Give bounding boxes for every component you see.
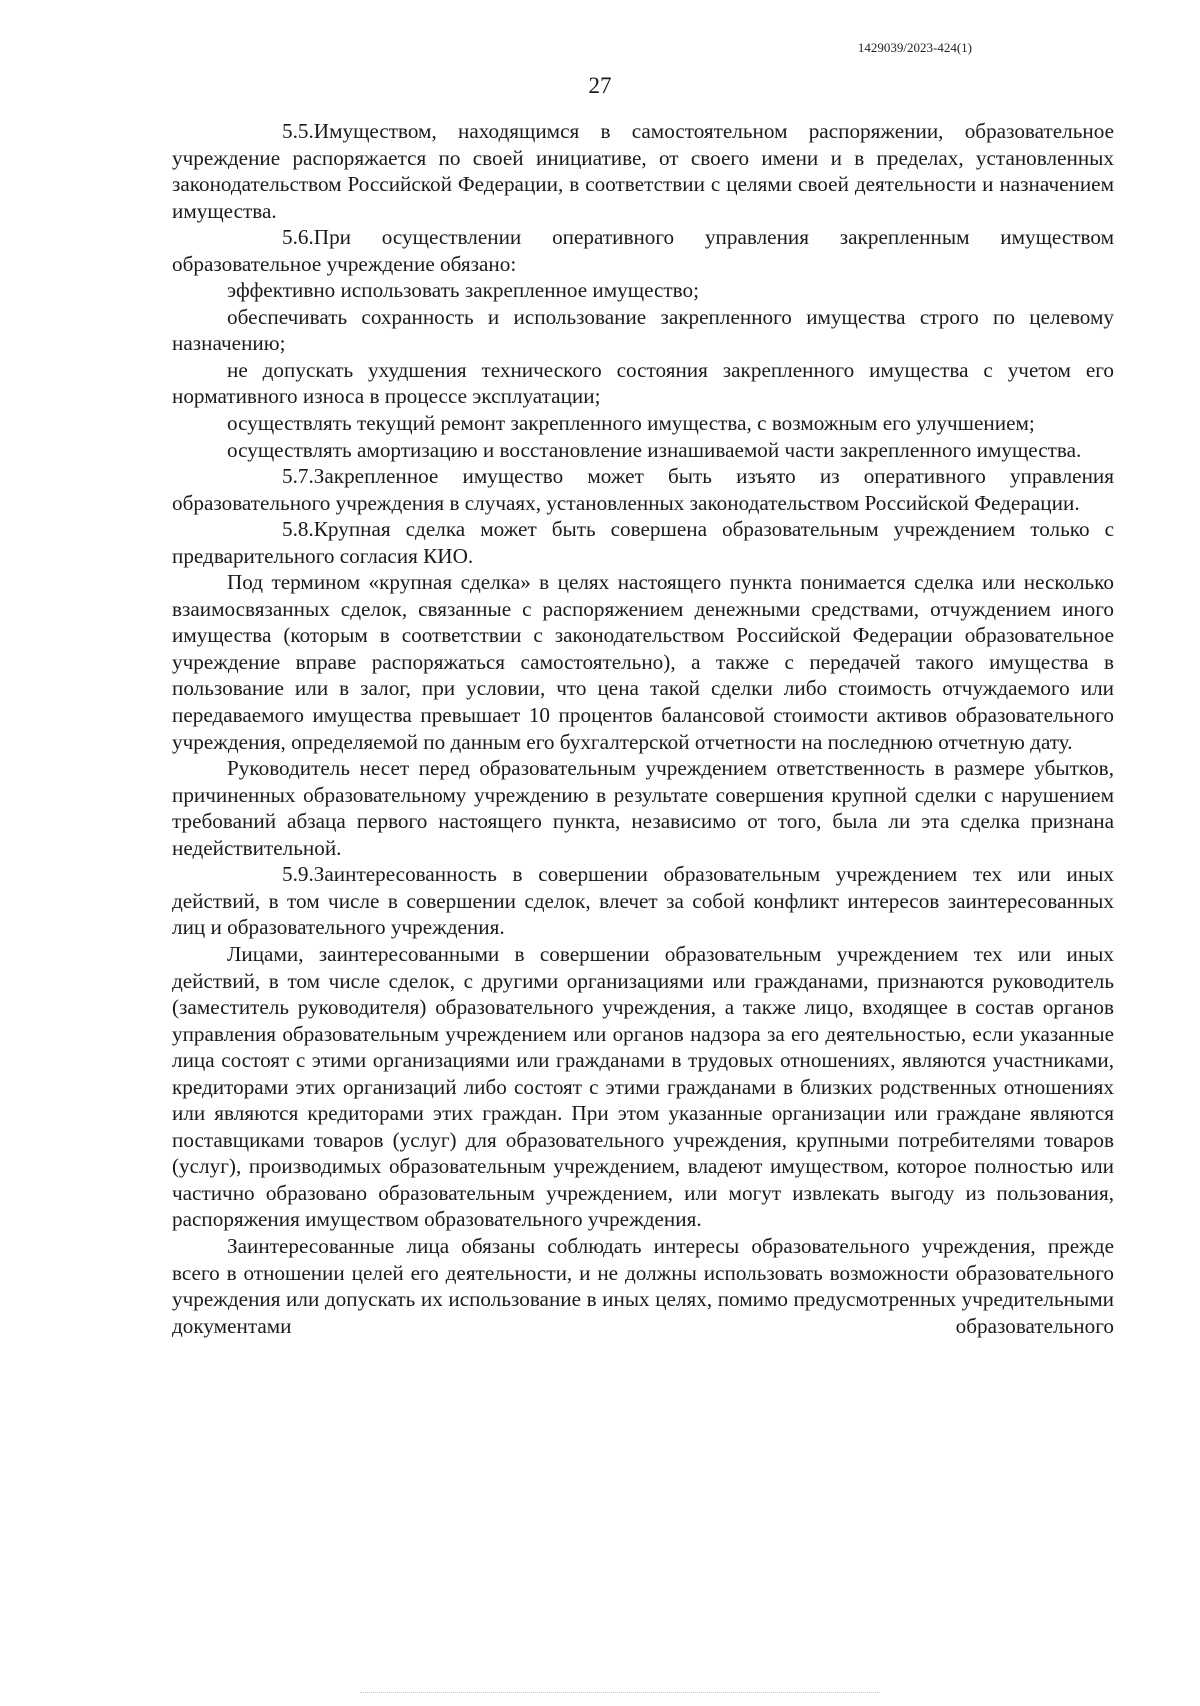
- paragraph-text: Заинтересованность в совершении образовательным учреждением тех или иных действий, в том числе в совершении сделок, влечет за собой конфликт интересов заинтересованных лиц и образовательного учреждения.: [172, 862, 1114, 940]
- paragraph-5-5: [172, 118, 1114, 224]
- paragraph-text: Лицами, заинтересованными в совершении образовательным учреждением тех или иных действий, в том числе сделок, с другими организациями или гражданами, признаются руководитель (заместитель руководителя) образовательного учреждения, а также лицо, входящее в состав органов управления образовательным учреждением или органов надзора за его деятельностью, если указанные лица состоят с этими организациями или гражданами в трудовых отношениях, являются участниками, кредиторами этих организаций либо состоят с этими гражданами в близких родственных отношениях или являются кредиторами этих граждан. При этом указанные организации или граждане являются поставщиками товаров (услуг) для образовательного учреждения, крупными потребителями товаров (услуг), производимых образовательным учреждением, владеют имуществом, которое полностью или частично образовано образовательным учреждением, или могут извлекать выгоду из пользования, распоряжения имуществом образовательного учреждения.: [172, 941, 1114, 1232]
- paragraph-5-6: [172, 224, 1114, 277]
- paragraph: [172, 941, 1114, 1233]
- paragraph-5-7: [172, 463, 1114, 516]
- paragraph-5-8: [172, 516, 1114, 569]
- page-number: 27: [588, 73, 612, 98]
- document-body: [172, 118, 1114, 1339]
- paragraph-text: Под термином «крупная сделка» в целях настоящего пункта понимается сделка или несколько взаимосвязанных сделок, связанные с распоряжением денежными средствами, отчуждением иного имущества (которым в соответствии с законодательством Российской Федерации образовательное учреждение вправе распоряжаться самостоятельно), а также с передачей такого имущества в пользование или в залог, при условии, что цена такой сделки либо стоимость отчуждаемого или передаваемого имущества превышает 10 процентов балансовой стоимости активов образовательного учреждения, определяемой по данным его бухгалтерской отчетности на последнюю отчетную дату.: [172, 570, 1114, 754]
- paragraph-text: не допускать ухудшения технического состояния закрепленного имущества с учетом его нормативного износа в процессе эксплуатации;: [172, 357, 1114, 409]
- clause-number: 5.8.: [282, 517, 314, 542]
- paragraph: [172, 755, 1114, 861]
- paragraph-text: Закрепленное имущество может быть изъято из оперативного управления образовательного учреждения в случаях, установленных законодательством Российской Федерации.: [172, 464, 1114, 515]
- paragraph-text: Имуществом, находящимся в самостоятельном распоряжении, образовательное учреждение распоряжается по своей инициативе, от своего имени и в пределах, установленных законодательством Российской Федерации, в соответствии с целями своей деятельности и назначением имущества.: [172, 119, 1114, 223]
- list-item: [172, 277, 1114, 304]
- paragraph-text: осуществлять амортизацию и восстановление изнашиваемой части закрепленного имущества.: [227, 437, 1082, 462]
- paragraph-5-9: [172, 861, 1114, 941]
- paragraph-text: Крупная сделка может быть совершена образовательным учреждением только с предварительного согласия КИО.: [172, 517, 1114, 568]
- paragraph: [172, 569, 1114, 755]
- clause-number: 5.9.: [282, 862, 314, 887]
- scan-edge-mark: [360, 1692, 880, 1695]
- paragraph-text: Руководитель несет перед образовательным учреждением ответственность в размере убытков, причиненных образовательному учреждению в результате совершения крупной сделки с нарушением требований абзаца первого настоящего пункта, независимо от того, была ли эта сделка признана недействительной.: [172, 756, 1114, 860]
- list-item: [172, 437, 1114, 464]
- list-item: [172, 304, 1114, 357]
- clause-number: 5.5.: [282, 119, 314, 143]
- paragraph-text: При осуществлении оперативного управления закрепленным имуществом образовательное учреждение обязано:: [172, 225, 1114, 276]
- paragraph-text: Заинтересованные лица обязаны соблюдать интересы образовательного учреждения, прежде всего в отношении целей его деятельности, и не должны использовать возможности образовательного учреждения или допускать их использование в иных целях, помимо предусмотренных учредительными документами образовательного: [172, 1233, 1114, 1338]
- paragraph-text: обеспечивать сохранность и использование закрепленного имущества строго по целевому назначению;: [172, 304, 1114, 356]
- list-item: [172, 410, 1114, 437]
- document-number: 1429039/2023-424(1): [857, 40, 972, 55]
- paragraph: [172, 1233, 1114, 1339]
- paragraph-text: осуществлять текущий ремонт закрепленного имущества, с возможным его улучшением;: [227, 411, 1035, 436]
- paragraph-text: эффективно использовать закрепленное имущество;: [227, 278, 700, 303]
- clause-number: 5.7.: [282, 464, 314, 489]
- clause-number: 5.6.: [282, 225, 314, 250]
- list-item: [172, 357, 1114, 410]
